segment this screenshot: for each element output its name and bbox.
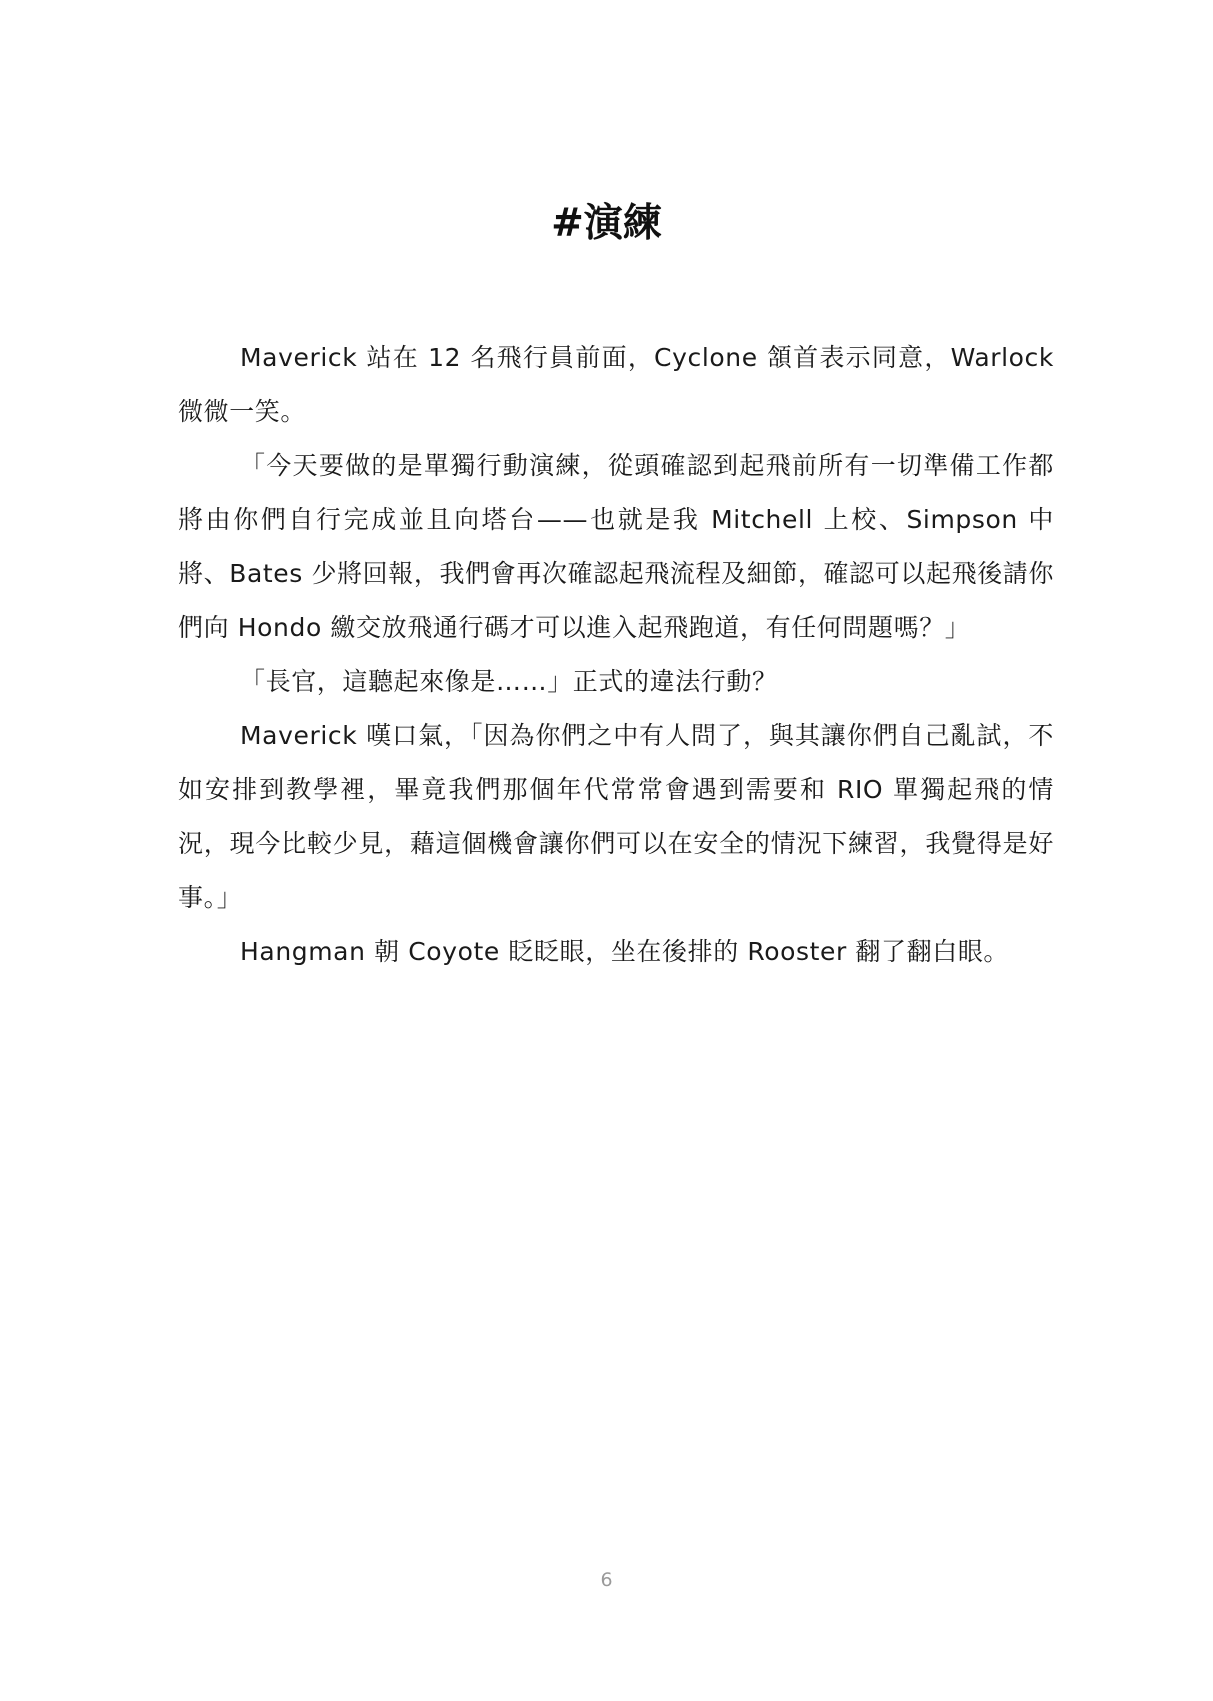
paragraph-3: 「長官，這聽起來像是……」正式的違法行動？ — [240, 667, 778, 696]
body-text — [178, 331, 1054, 979]
page-number: 6 — [600, 1569, 613, 1591]
paragraph-4: Maverick 嘆口氣，「因為你們之中有人問了，與其讓你們自己亂試，不如安排到教學裡，畢竟我們那個年代常常會遇到需要和 RIO 單獨起飛的情況，現今比較少見，藉這個機會讓你們可以在安全的情況下練習，我覺得是好事。」 — [178, 721, 1054, 912]
paragraph-5: Hangman 朝 Coyote 眨眨眼，坐在後排的 Rooster 翻了翻白眼。 — [240, 937, 1010, 966]
chapter-title: #演練 — [551, 200, 662, 246]
paragraph-2: 「今天要做的是單獨行動演練，從頭確認到起飛前所有一切準備工作都將由你們自行完成並且向塔台——也就是我 Mitchell 上校、Simpson 中將、Bates 少將回報，我們會再次確認起飛流程及細節，確認可以起飛後請你們向 Hondo 繳交放飛通行碼才可以進入起飛跑道，有任何問題嗎？」 — [178, 451, 1054, 642]
paragraph-1: Maverick 站在 12 名飛行員前面，Cyclone 頷首表示同意，Warlock 微微一笑。 — [178, 343, 1054, 426]
